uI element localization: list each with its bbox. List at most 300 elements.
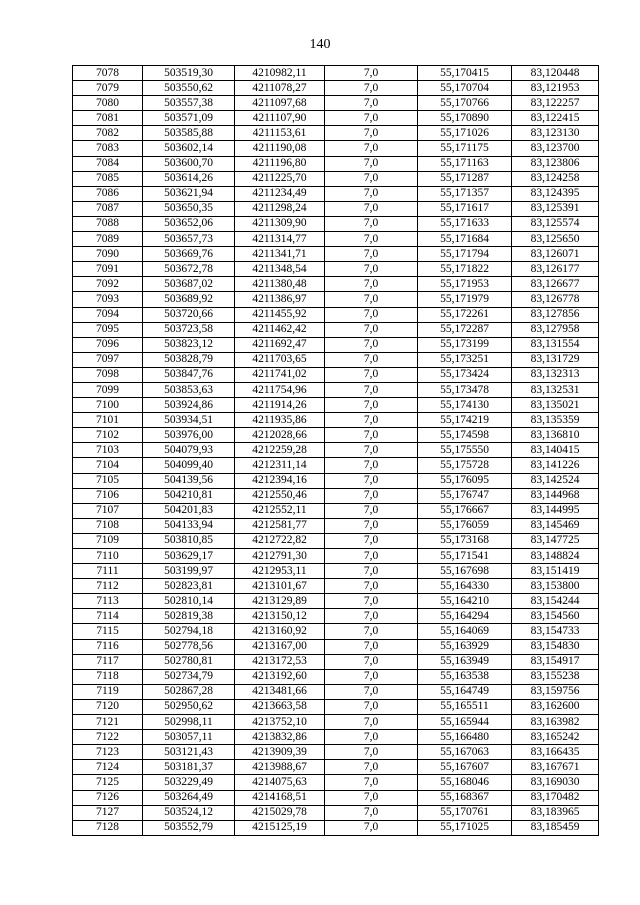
table-row [73, 398, 599, 413]
table-row [73, 81, 599, 96]
value-cell: 7,0 [325, 730, 418, 745]
longitude-cell: 83,144995 [512, 503, 599, 518]
longitude-cell: 83,159756 [512, 684, 599, 699]
longitude-cell: 83,154733 [512, 624, 599, 639]
value-cell: 7,0 [325, 156, 418, 171]
y-coordinate-cell: 4212259,28 [235, 443, 325, 458]
point-number-cell: 7085 [73, 171, 143, 186]
latitude-cell: 55,166480 [418, 730, 512, 745]
latitude-cell: 55,171287 [418, 171, 512, 186]
latitude-cell: 55,174598 [418, 428, 512, 443]
latitude-cell: 55,170766 [418, 96, 512, 111]
y-coordinate-cell: 4212953,11 [235, 564, 325, 579]
value-cell: 7,0 [325, 715, 418, 730]
point-number-cell: 7124 [73, 760, 143, 775]
x-coordinate-cell: 504139,56 [143, 473, 235, 488]
latitude-cell: 55,176667 [418, 503, 512, 518]
point-number-cell: 7100 [73, 398, 143, 413]
y-coordinate-cell: 4211190,08 [235, 141, 325, 156]
value-cell: 7,0 [325, 443, 418, 458]
point-number-cell: 7121 [73, 715, 143, 730]
latitude-cell: 55,163538 [418, 669, 512, 684]
latitude-cell: 55,173168 [418, 533, 512, 548]
latitude-cell: 55,173478 [418, 382, 512, 397]
y-coordinate-cell: 4213988,67 [235, 760, 325, 775]
table-row [73, 277, 599, 292]
y-coordinate-cell: 4211341,71 [235, 247, 325, 262]
x-coordinate-cell: 504079,93 [143, 443, 235, 458]
longitude-cell: 83,126071 [512, 247, 599, 262]
table-row [73, 216, 599, 231]
latitude-cell: 55,171163 [418, 156, 512, 171]
x-coordinate-cell: 503629,17 [143, 549, 235, 564]
point-number-cell: 7123 [73, 745, 143, 760]
value-cell: 7,0 [325, 307, 418, 322]
value-cell: 7,0 [325, 609, 418, 624]
y-coordinate-cell: 4214075,63 [235, 775, 325, 790]
table-row [73, 428, 599, 443]
x-coordinate-cell: 503976,00 [143, 428, 235, 443]
value-cell: 7,0 [325, 564, 418, 579]
longitude-cell: 83,123130 [512, 126, 599, 141]
point-number-cell: 7127 [73, 805, 143, 820]
table-row [73, 684, 599, 699]
x-coordinate-cell: 503720,66 [143, 307, 235, 322]
x-coordinate-cell: 504133,94 [143, 518, 235, 533]
longitude-cell: 83,131729 [512, 352, 599, 367]
value-cell: 7,0 [325, 186, 418, 201]
point-number-cell: 7091 [73, 262, 143, 277]
x-coordinate-cell: 503689,92 [143, 292, 235, 307]
point-number-cell: 7120 [73, 699, 143, 714]
value-cell: 7,0 [325, 201, 418, 216]
x-coordinate-cell: 503524,12 [143, 805, 235, 820]
longitude-cell: 83,126177 [512, 262, 599, 277]
point-number-cell: 7111 [73, 564, 143, 579]
y-coordinate-cell: 4211754,96 [235, 382, 325, 397]
value-cell: 7,0 [325, 805, 418, 820]
value-cell: 7,0 [325, 96, 418, 111]
value-cell: 7,0 [325, 699, 418, 714]
y-coordinate-cell: 4211234,49 [235, 186, 325, 201]
value-cell: 7,0 [325, 654, 418, 669]
latitude-cell: 55,171541 [418, 549, 512, 564]
coordinates-table [72, 65, 599, 836]
y-coordinate-cell: 4211097,68 [235, 96, 325, 111]
longitude-cell: 83,122257 [512, 96, 599, 111]
y-coordinate-cell: 4213150,12 [235, 609, 325, 624]
longitude-cell: 83,126778 [512, 292, 599, 307]
longitude-cell: 83,135359 [512, 413, 599, 428]
table-row [73, 186, 599, 201]
longitude-cell: 83,125391 [512, 201, 599, 216]
value-cell: 7,0 [325, 352, 418, 367]
x-coordinate-cell: 502810,14 [143, 594, 235, 609]
latitude-cell: 55,164330 [418, 579, 512, 594]
x-coordinate-cell: 503924,86 [143, 398, 235, 413]
latitude-cell: 55,176095 [418, 473, 512, 488]
table-row [73, 624, 599, 639]
table-row [73, 609, 599, 624]
longitude-cell: 83,127856 [512, 307, 599, 322]
point-number-cell: 7078 [73, 66, 143, 81]
latitude-cell: 55,170890 [418, 111, 512, 126]
value-cell: 7,0 [325, 594, 418, 609]
value-cell: 7,0 [325, 790, 418, 805]
y-coordinate-cell: 4211703,65 [235, 352, 325, 367]
latitude-cell: 55,170704 [418, 81, 512, 96]
table-row [73, 337, 599, 352]
y-coordinate-cell: 4211196,80 [235, 156, 325, 171]
table-row [73, 745, 599, 760]
table-row [73, 669, 599, 684]
latitude-cell: 55,170415 [418, 66, 512, 81]
y-coordinate-cell: 4214168,51 [235, 790, 325, 805]
value-cell: 7,0 [325, 760, 418, 775]
latitude-cell: 55,171684 [418, 232, 512, 247]
latitude-cell: 55,167607 [418, 760, 512, 775]
longitude-cell: 83,151419 [512, 564, 599, 579]
x-coordinate-cell: 503847,76 [143, 367, 235, 382]
y-coordinate-cell: 4212791,30 [235, 549, 325, 564]
point-number-cell: 7092 [73, 277, 143, 292]
point-number-cell: 7104 [73, 458, 143, 473]
x-coordinate-cell: 503652,06 [143, 216, 235, 231]
longitude-cell: 83,142524 [512, 473, 599, 488]
y-coordinate-cell: 4213192,60 [235, 669, 325, 684]
longitude-cell: 83,123806 [512, 156, 599, 171]
x-coordinate-cell: 502734,79 [143, 669, 235, 684]
latitude-cell: 55,171175 [418, 141, 512, 156]
value-cell: 7,0 [325, 66, 418, 81]
point-number-cell: 7094 [73, 307, 143, 322]
value-cell: 7,0 [325, 277, 418, 292]
table-row [73, 382, 599, 397]
latitude-cell: 55,171633 [418, 216, 512, 231]
point-number-cell: 7105 [73, 473, 143, 488]
point-number-cell: 7097 [73, 352, 143, 367]
value-cell: 7,0 [325, 745, 418, 760]
y-coordinate-cell: 4211455,92 [235, 307, 325, 322]
longitude-cell: 83,163982 [512, 715, 599, 730]
latitude-cell: 55,165511 [418, 699, 512, 714]
table-row [73, 352, 599, 367]
longitude-cell: 83,154560 [512, 609, 599, 624]
x-coordinate-cell: 503669,76 [143, 247, 235, 262]
x-coordinate-cell: 503723,58 [143, 322, 235, 337]
longitude-cell: 83,154244 [512, 594, 599, 609]
longitude-cell: 83,125650 [512, 232, 599, 247]
point-number-cell: 7128 [73, 820, 143, 835]
value-cell: 7,0 [325, 292, 418, 307]
y-coordinate-cell: 4213909,39 [235, 745, 325, 760]
x-coordinate-cell: 503657,73 [143, 232, 235, 247]
point-number-cell: 7125 [73, 775, 143, 790]
value-cell: 7,0 [325, 322, 418, 337]
latitude-cell: 55,173251 [418, 352, 512, 367]
x-coordinate-cell: 503602,14 [143, 141, 235, 156]
y-coordinate-cell: 4211386,97 [235, 292, 325, 307]
x-coordinate-cell: 504099,40 [143, 458, 235, 473]
coordinates-table-body [73, 66, 599, 836]
point-number-cell: 7108 [73, 518, 143, 533]
x-coordinate-cell: 503828,79 [143, 352, 235, 367]
longitude-cell: 83,141226 [512, 458, 599, 473]
point-number-cell: 7114 [73, 609, 143, 624]
page-number: 140 [309, 37, 331, 52]
longitude-cell: 83,167671 [512, 760, 599, 775]
longitude-cell: 83,131554 [512, 337, 599, 352]
value-cell: 7,0 [325, 488, 418, 503]
table-row [73, 473, 599, 488]
value-cell: 7,0 [325, 820, 418, 835]
point-number-cell: 7119 [73, 684, 143, 699]
table-row [73, 533, 599, 548]
x-coordinate-cell: 503823,12 [143, 337, 235, 352]
point-number-cell: 7095 [73, 322, 143, 337]
value-cell: 7,0 [325, 458, 418, 473]
longitude-cell: 83,183965 [512, 805, 599, 820]
y-coordinate-cell: 4213832,86 [235, 730, 325, 745]
latitude-cell: 55,175550 [418, 443, 512, 458]
table-row [73, 549, 599, 564]
point-number-cell: 7110 [73, 549, 143, 564]
latitude-cell: 55,171357 [418, 186, 512, 201]
y-coordinate-cell: 4211741,02 [235, 367, 325, 382]
latitude-cell: 55,164294 [418, 609, 512, 624]
longitude-cell: 83,126677 [512, 277, 599, 292]
latitude-cell: 55,171025 [418, 820, 512, 835]
longitude-cell: 83,169030 [512, 775, 599, 790]
latitude-cell: 55,167698 [418, 564, 512, 579]
y-coordinate-cell: 4212028,66 [235, 428, 325, 443]
latitude-cell: 55,171794 [418, 247, 512, 262]
longitude-cell: 83,185459 [512, 820, 599, 835]
x-coordinate-cell: 502998,11 [143, 715, 235, 730]
latitude-cell: 55,171026 [418, 126, 512, 141]
longitude-cell: 83,136810 [512, 428, 599, 443]
x-coordinate-cell: 503552,79 [143, 820, 235, 835]
y-coordinate-cell: 4211380,48 [235, 277, 325, 292]
x-coordinate-cell: 503810,85 [143, 533, 235, 548]
table-row [73, 458, 599, 473]
x-coordinate-cell: 502780,81 [143, 654, 235, 669]
table-row [73, 805, 599, 820]
table-row [73, 247, 599, 262]
point-number-cell: 7090 [73, 247, 143, 262]
value-cell: 7,0 [325, 382, 418, 397]
longitude-cell: 83,147725 [512, 533, 599, 548]
x-coordinate-cell: 504201,83 [143, 503, 235, 518]
y-coordinate-cell: 4211153,61 [235, 126, 325, 141]
table-row [73, 126, 599, 141]
table-row [73, 111, 599, 126]
longitude-cell: 83,122415 [512, 111, 599, 126]
y-coordinate-cell: 4211078,27 [235, 81, 325, 96]
point-number-cell: 7116 [73, 639, 143, 654]
table-row [73, 639, 599, 654]
table-row [73, 518, 599, 533]
point-number-cell: 7102 [73, 428, 143, 443]
point-number-cell: 7117 [73, 654, 143, 669]
latitude-cell: 55,172261 [418, 307, 512, 322]
value-cell: 7,0 [325, 171, 418, 186]
y-coordinate-cell: 4212552,11 [235, 503, 325, 518]
point-number-cell: 7126 [73, 790, 143, 805]
y-coordinate-cell: 4210982,11 [235, 66, 325, 81]
latitude-cell: 55,176059 [418, 518, 512, 533]
x-coordinate-cell: 502819,38 [143, 609, 235, 624]
longitude-cell: 83,162600 [512, 699, 599, 714]
y-coordinate-cell: 4211348,54 [235, 262, 325, 277]
y-coordinate-cell: 4213167,00 [235, 639, 325, 654]
table-row [73, 171, 599, 186]
x-coordinate-cell: 503687,02 [143, 277, 235, 292]
value-cell: 7,0 [325, 126, 418, 141]
y-coordinate-cell: 4213160,92 [235, 624, 325, 639]
value-cell: 7,0 [325, 398, 418, 413]
longitude-cell: 83,148824 [512, 549, 599, 564]
table-row [73, 654, 599, 669]
y-coordinate-cell: 4211462,42 [235, 322, 325, 337]
value-cell: 7,0 [325, 216, 418, 231]
value-cell: 7,0 [325, 232, 418, 247]
value-cell: 7,0 [325, 111, 418, 126]
point-number-cell: 7088 [73, 216, 143, 231]
longitude-cell: 83,135021 [512, 398, 599, 413]
x-coordinate-cell: 502823,81 [143, 579, 235, 594]
latitude-cell: 55,175728 [418, 458, 512, 473]
table-row [73, 156, 599, 171]
latitude-cell: 55,164210 [418, 594, 512, 609]
latitude-cell: 55,165944 [418, 715, 512, 730]
y-coordinate-cell: 4211914,26 [235, 398, 325, 413]
longitude-cell: 83,132313 [512, 367, 599, 382]
longitude-cell: 83,125574 [512, 216, 599, 231]
y-coordinate-cell: 4211107,90 [235, 111, 325, 126]
latitude-cell: 55,171617 [418, 201, 512, 216]
point-number-cell: 7083 [73, 141, 143, 156]
table-row [73, 579, 599, 594]
table-row [73, 564, 599, 579]
value-cell: 7,0 [325, 549, 418, 564]
latitude-cell: 55,168367 [418, 790, 512, 805]
table-row [73, 322, 599, 337]
value-cell: 7,0 [325, 413, 418, 428]
longitude-cell: 83,123700 [512, 141, 599, 156]
y-coordinate-cell: 4213663,58 [235, 699, 325, 714]
y-coordinate-cell: 4212311,14 [235, 458, 325, 473]
latitude-cell: 55,176747 [418, 488, 512, 503]
table-row [73, 775, 599, 790]
point-number-cell: 7082 [73, 126, 143, 141]
longitude-cell: 83,127958 [512, 322, 599, 337]
x-coordinate-cell: 504210,81 [143, 488, 235, 503]
y-coordinate-cell: 4213101,67 [235, 579, 325, 594]
point-number-cell: 7093 [73, 292, 143, 307]
latitude-cell: 55,171979 [418, 292, 512, 307]
y-coordinate-cell: 4211692,47 [235, 337, 325, 352]
y-coordinate-cell: 4215125,19 [235, 820, 325, 835]
longitude-cell: 83,124395 [512, 186, 599, 201]
table-row [73, 201, 599, 216]
longitude-cell: 83,124258 [512, 171, 599, 186]
table-row [73, 760, 599, 775]
longitude-cell: 83,154830 [512, 639, 599, 654]
table-row [73, 307, 599, 322]
x-coordinate-cell: 503519,30 [143, 66, 235, 81]
table-row [73, 367, 599, 382]
table-row [73, 443, 599, 458]
x-coordinate-cell: 503650,35 [143, 201, 235, 216]
x-coordinate-cell: 503199,97 [143, 564, 235, 579]
x-coordinate-cell: 503264,49 [143, 790, 235, 805]
longitude-cell: 83,140415 [512, 443, 599, 458]
latitude-cell: 55,173199 [418, 337, 512, 352]
point-number-cell: 7103 [73, 443, 143, 458]
value-cell: 7,0 [325, 503, 418, 518]
x-coordinate-cell: 502794,18 [143, 624, 235, 639]
latitude-cell: 55,164749 [418, 684, 512, 699]
latitude-cell: 55,167063 [418, 745, 512, 760]
value-cell: 7,0 [325, 669, 418, 684]
value-cell: 7,0 [325, 533, 418, 548]
point-number-cell: 7112 [73, 579, 143, 594]
longitude-cell: 83,120448 [512, 66, 599, 81]
x-coordinate-cell: 503672,78 [143, 262, 235, 277]
value-cell: 7,0 [325, 141, 418, 156]
table-row [73, 141, 599, 156]
point-number-cell: 7101 [73, 413, 143, 428]
point-number-cell: 7118 [73, 669, 143, 684]
table-row [73, 730, 599, 745]
latitude-cell: 55,170761 [418, 805, 512, 820]
longitude-cell: 83,170482 [512, 790, 599, 805]
y-coordinate-cell: 4212581,77 [235, 518, 325, 533]
latitude-cell: 55,171822 [418, 262, 512, 277]
y-coordinate-cell: 4211298,24 [235, 201, 325, 216]
x-coordinate-cell: 503229,49 [143, 775, 235, 790]
point-number-cell: 7080 [73, 96, 143, 111]
y-coordinate-cell: 4215029,78 [235, 805, 325, 820]
point-number-cell: 7122 [73, 730, 143, 745]
longitude-cell: 83,144968 [512, 488, 599, 503]
point-number-cell: 7084 [73, 156, 143, 171]
point-number-cell: 7096 [73, 337, 143, 352]
point-number-cell: 7099 [73, 382, 143, 397]
x-coordinate-cell: 503057,11 [143, 730, 235, 745]
table-row [73, 96, 599, 111]
value-cell: 7,0 [325, 428, 418, 443]
longitude-cell: 83,132531 [512, 382, 599, 397]
y-coordinate-cell: 4212722,82 [235, 533, 325, 548]
longitude-cell: 83,145469 [512, 518, 599, 533]
value-cell: 7,0 [325, 367, 418, 382]
y-coordinate-cell: 4211314,77 [235, 232, 325, 247]
point-number-cell: 7079 [73, 81, 143, 96]
longitude-cell: 83,166435 [512, 745, 599, 760]
x-coordinate-cell: 503181,37 [143, 760, 235, 775]
point-number-cell: 7113 [73, 594, 143, 609]
value-cell: 7,0 [325, 473, 418, 488]
longitude-cell: 83,165242 [512, 730, 599, 745]
latitude-cell: 55,163949 [418, 654, 512, 669]
table-row [73, 594, 599, 609]
y-coordinate-cell: 4211935,86 [235, 413, 325, 428]
x-coordinate-cell: 503621,94 [143, 186, 235, 201]
latitude-cell: 55,171953 [418, 277, 512, 292]
latitude-cell: 55,168046 [418, 775, 512, 790]
